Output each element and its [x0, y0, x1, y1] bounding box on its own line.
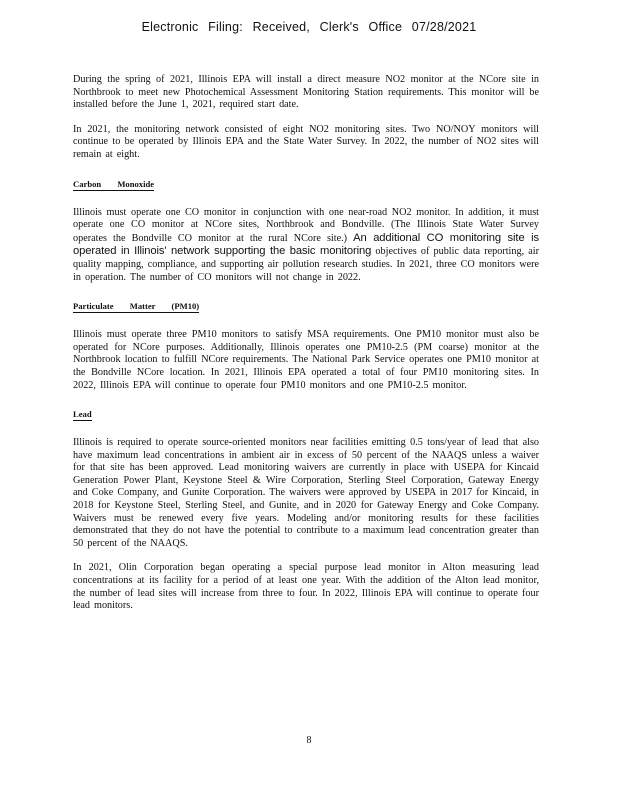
paragraph-no2-network: In 2021, the monitoring network consisted of eight NO2 monitoring sites. Two NO/NOY monitors will continue to be operated by Illinois EPA and the State Water Survey. In 2022, the number of NO2 sites will remain at eight.	[73, 123, 539, 160]
paragraph-lead-olin: In 2021, Olin Corporation began operating a special purpose lead monitor in Alton measuring lead concentrations at its facility for a period of at least one year. With the addition of the Alton lead monitor, the number of lead sites will increase from three to four. In 2022, Illinois EPA will continue to operate four lead monitors.	[73, 562, 539, 612]
heading-particulate-matter: Particulate Matter (PM10)	[73, 301, 200, 312]
document-body	[73, 74, 539, 625]
heading-lead: Lead	[73, 409, 92, 420]
heading-carbon-monoxide: Carbon Monoxide	[73, 178, 155, 189]
paragraph-pm10: Illinois must operate three PM10 monitors to satisfy MSA requirements. One PM10 monitor must also be operated for NCore purposes. Additionally, Illinois operates one PM10-2.5 (PM coarse) monitor at the Northbrook location to fulfill NCore requirements. The National Park Service operates one PM10 monitor at the Bondville NCore location. In 2021, Illinois EPA operated a total of four PM10 monitoring sites. In 2022, Illinois EPA will continue to operate four PM10 monitors and one PM10-2.5 monitor.	[73, 329, 539, 391]
paragraph-lead-waivers: Illinois is required to operate source-oriented monitors near facilities emitting 0.5 tons/year of lead that also have maximum lead concentrations in ambient air in excess of 50 percent of the NAAQS unless a waiver for that site has been approved. Lead monitoring waivers are currently in place with USEPA for Kincaid Generation Power Plant, Keystone Steel & Wire Corporation, Sterling Steel Corporation, Gateway Energy and Coke Company, and Gunite Corporation. The waivers were approved by USEPA in 2017 for Kincaid, in 2018 for Keystone Steel, Sterling Steel, and Gunite, and in 2020 for Gateway Energy and Coke Company. Waivers must be renewed every five years. Modeling and/or monitoring results for these facilities demonstrated that they do not have the potential to contribute to a maximum lead concentration greater than 50 percent of the NAAQS.	[73, 437, 539, 549]
paragraph-carbon-monoxide	[73, 207, 539, 285]
paragraph-no2-install: During the spring of 2021, Illinois EPA will install a direct measure NO2 monitor at the NCore site in Northbrook to meet new Photochemical Assessment Monitoring Station requirements. This monitor will be installed before the June 1, 2021, required start date.	[73, 74, 539, 111]
co-text-highlight: An additional CO monitoring site is operated in Illinois' network supporting the basic monitoring	[73, 231, 539, 258]
co-text-end: objectives of public data reporting, air quality mapping, compliance, and supporting air pollution research studies. In 2021, three CO monitors were in operation. The number of CO monitors will not change in 2022.	[73, 246, 540, 283]
filing-header: Electronic Filing: Received, Clerk's Office 07/28/2021	[141, 20, 477, 34]
co-text-start: Illinois must operate one CO monitor in conjunction with one near-road NO2 monitor. In addition, it must operate one CO monitor at NCore sites, Northbrook and Bondville. (The Illinois State Water Survey operates the Bondville CO monitor at the rural NCore site.)	[73, 206, 539, 244]
page-number: 8	[306, 735, 312, 746]
